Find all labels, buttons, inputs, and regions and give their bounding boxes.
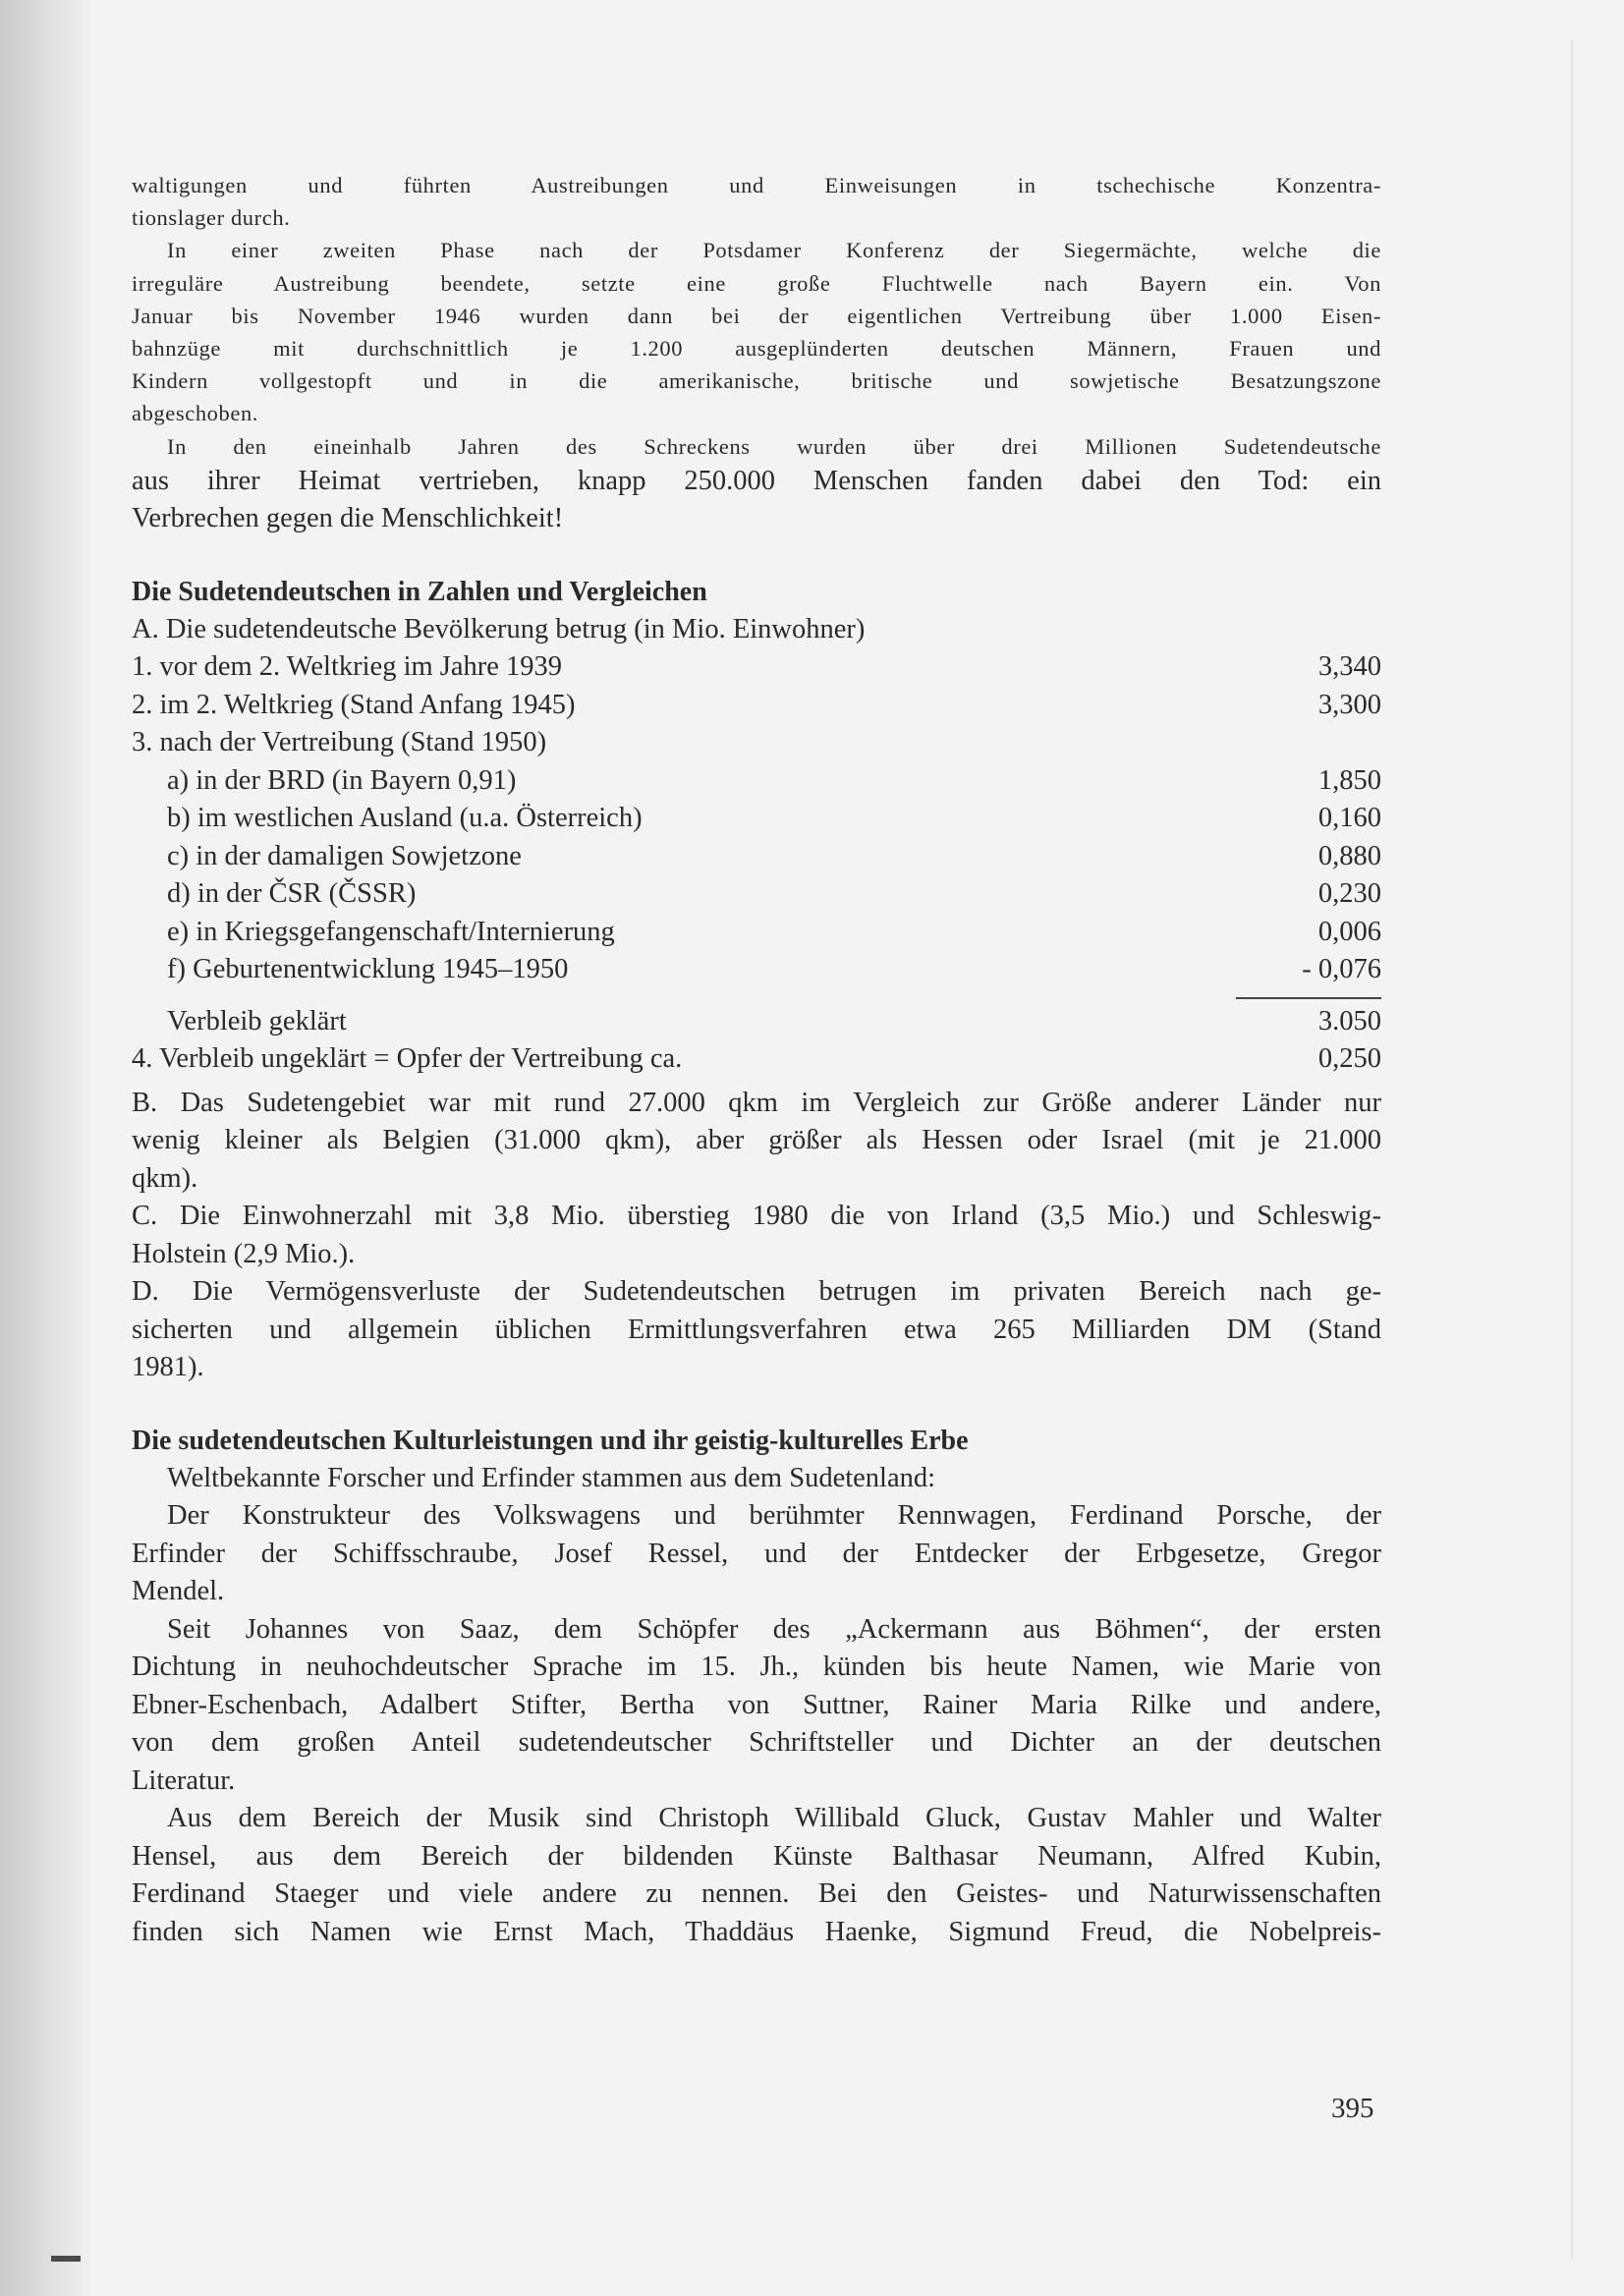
intro-paragraph-end: [132, 463, 1381, 538]
text-line: Januar bis November 1946 wurden dann bei der eigentlichen Vertreibung über 1.000 Eisen-: [132, 303, 1381, 328]
population-table: [132, 648, 1381, 989]
text-line: abgeschoben.: [132, 401, 259, 426]
sum-rule: [1236, 997, 1381, 999]
table-row: [132, 800, 1381, 838]
text-line: C. Die Einwohnerzahl mit 3,8 Mio. überstieg 1980 die von Irland (3,5 Mio.) und Schleswig-: [132, 1201, 1381, 1232]
paragraph-d: [132, 1273, 1381, 1387]
table-row: [132, 648, 1381, 687]
row-label: Verbleib geklärt: [167, 1005, 347, 1036]
text-line: tionslager durch.: [132, 205, 291, 231]
row-value: [1293, 724, 1381, 762]
row-value: 3,340: [1317, 651, 1381, 683]
row-value: 3,300: [1317, 689, 1381, 720]
row-label: 2. im 2. Weltkrieg (Stand Anfang 1945): [132, 689, 576, 720]
text-line: 1981).: [132, 1352, 204, 1383]
text-line: irreguläre Austreibung beendete, setzte eine große Fluchtwelle nach Bayern ein. Von: [132, 270, 1381, 296]
paragraph-b: [132, 1085, 1381, 1199]
text-line: Verbrechen gegen die Menschlichkeit!: [132, 503, 564, 534]
text-line: B. Das Sudetengebiet war mit rund 27.000 qkm im Vergleich zur Größe anderer Länder nur: [132, 1087, 1381, 1118]
text-line: Weltbekannte Forscher und Erfinder stammen aus dem Sudetenland:: [167, 1462, 936, 1493]
text-line: Ebner-Eschenbach, Adalbert Stifter, Bertha von Suttner, Rainer Maria Rilke und andere,: [132, 1689, 1381, 1720]
table-row: [132, 875, 1381, 914]
row-label: e) in Kriegsgefangenschaft/Internierung: [167, 916, 615, 947]
row-value: 0,006: [1317, 916, 1381, 947]
row-label: d) in der ČSR (ČSSR): [167, 878, 417, 910]
table-row: [132, 951, 1381, 989]
row-label: c) in der damaligen Sowjetzone: [167, 840, 522, 871]
text-line: Hensel, aus dem Bereich der bildenden Künste Balthasar Neumann, Alfred Kubin,: [132, 1840, 1381, 1872]
row-value: 0,230: [1317, 878, 1381, 910]
text-line: Ferdinand Staeger und viele andere zu nennen. Bei den Geistes- und Naturwissenschaften: [132, 1878, 1381, 1910]
text-line: Mendel.: [132, 1576, 225, 1607]
row-value: - 0,076: [1302, 954, 1381, 985]
row-value: 1,850: [1317, 764, 1381, 796]
text-line: D. Die Vermögensverluste der Sudetendeutschen betrugen im privaten Bereich nach ge-: [132, 1276, 1381, 1308]
table-row: [132, 914, 1381, 952]
book-gutter-shadow: [0, 0, 93, 2296]
culture-paragraph: [132, 1460, 1381, 1498]
scan-mark: [51, 2256, 81, 2262]
culture-paragraph: [132, 1800, 1381, 1951]
culture-text: [132, 1460, 1381, 1952]
text-line: Seit Johannes von Saaz, dem Schöpfer des „Ackermann aus Böhmen“, der ersten: [167, 1613, 1381, 1645]
intro-paragraph: [132, 169, 1381, 463]
culture-paragraph: [132, 1611, 1381, 1801]
population-summary: [132, 1003, 1381, 1079]
row-value: 0,250: [1317, 1043, 1381, 1075]
text-line: In den eineinhalb Jahren des Schreckens wurden über drei Millionen Sudetendeutsche: [167, 433, 1381, 459]
text-line: aus ihrer Heimat vertrieben, knapp 250.000 Menschen fanden dabei den Tod: ein: [132, 465, 1381, 496]
population-intro: A. Die sudetendeutsche Bevölkerung betrug (in Mio. Einwohner): [132, 613, 866, 644]
row-label: 1. vor dem 2. Weltkrieg im Jahre 1939: [132, 651, 563, 683]
text-line: waltigungen und führten Austreibungen und Einweisungen in tschechische Konzentra-: [132, 173, 1381, 197]
text-line: von dem großen Anteil sudetendeutscher Schriftsteller und Dichter an der deutschen: [132, 1727, 1381, 1759]
row-label: 4. Verbleib ungeklärt = Opfer der Vertreibung ca.: [132, 1043, 683, 1075]
text-line: finden sich Namen wie Ernst Mach, Thaddäus Haenke, Sigmund Freud, die Nobelpreis-: [132, 1916, 1381, 1947]
text-line: Aus dem Bereich der Musik sind Christoph Willibald Gluck, Gustav Mahler und Walter: [167, 1803, 1381, 1834]
text-line: bahnzüge mit durchschnittlich je 1.200 ausgeplünderten deutschen Männern, Frauen und: [132, 336, 1381, 362]
text-line: wenig kleiner als Belgien (31.000 qkm), aber größer als Hessen oder Israel (mit je 21.000: [132, 1125, 1381, 1156]
table-row: [132, 687, 1381, 725]
table-row: [132, 762, 1381, 801]
section-heading-numbers: Die Sudetendeutschen in Zahlen und Vergleichen: [132, 576, 707, 607]
text-line: sicherten und allgemein üblichen Ermittlungsverfahren etwa 265 Milliarden DM (Stand: [132, 1314, 1381, 1345]
text-line: Kindern vollgestopft und in die amerikanische, britische und sowjetische Besatzungszone: [132, 368, 1381, 394]
text-line: Der Konstrukteur des Volkswagens und berühmter Rennwagen, Ferdinand Porsche, der: [167, 1500, 1381, 1532]
row-label: f) Geburtenentwicklung 1945–1950: [167, 954, 569, 985]
text-line: Holstein (2,9 Mio.).: [132, 1238, 356, 1269]
row-label: a) in der BRD (in Bayern 0,91): [167, 764, 517, 796]
section-heading-culture: Die sudetendeutschen Kulturleistungen und ihr geistig-kulturelles Erbe: [132, 1425, 969, 1456]
text-line: In einer zweiten Phase nach der Potsdamer Konferenz der Siegermächte, welche die: [167, 238, 1381, 263]
page-content: [132, 169, 1381, 1951]
page-number: 395: [1331, 2093, 1374, 2124]
paragraph-c: [132, 1198, 1381, 1273]
page-edge: [1571, 39, 1573, 2260]
row-value: 0,160: [1317, 803, 1381, 834]
text-line: qkm).: [132, 1162, 198, 1194]
row-value: 3.050: [1317, 1005, 1381, 1036]
row-label: b) im westlichen Ausland (u.a. Österreich): [167, 803, 643, 834]
culture-paragraph: [132, 1497, 1381, 1611]
text-line: Literatur.: [132, 1764, 236, 1796]
text-line: Dichtung in neuhochdeutscher Sprache im 15. Jh., künden bis heute Namen, wie Marie von: [132, 1652, 1381, 1683]
row-label: 3. nach der Vertreibung (Stand 1950): [132, 727, 547, 758]
table-row: [132, 724, 1381, 762]
row-value: 0,880: [1317, 840, 1381, 871]
table-row: [132, 838, 1381, 876]
table-row: [132, 1040, 1381, 1079]
table-row: [132, 1003, 1381, 1041]
text-line: Erfinder der Schiffsschraube, Josef Ressel, und der Entdecker der Erbgesetze, Gregor: [132, 1538, 1381, 1569]
